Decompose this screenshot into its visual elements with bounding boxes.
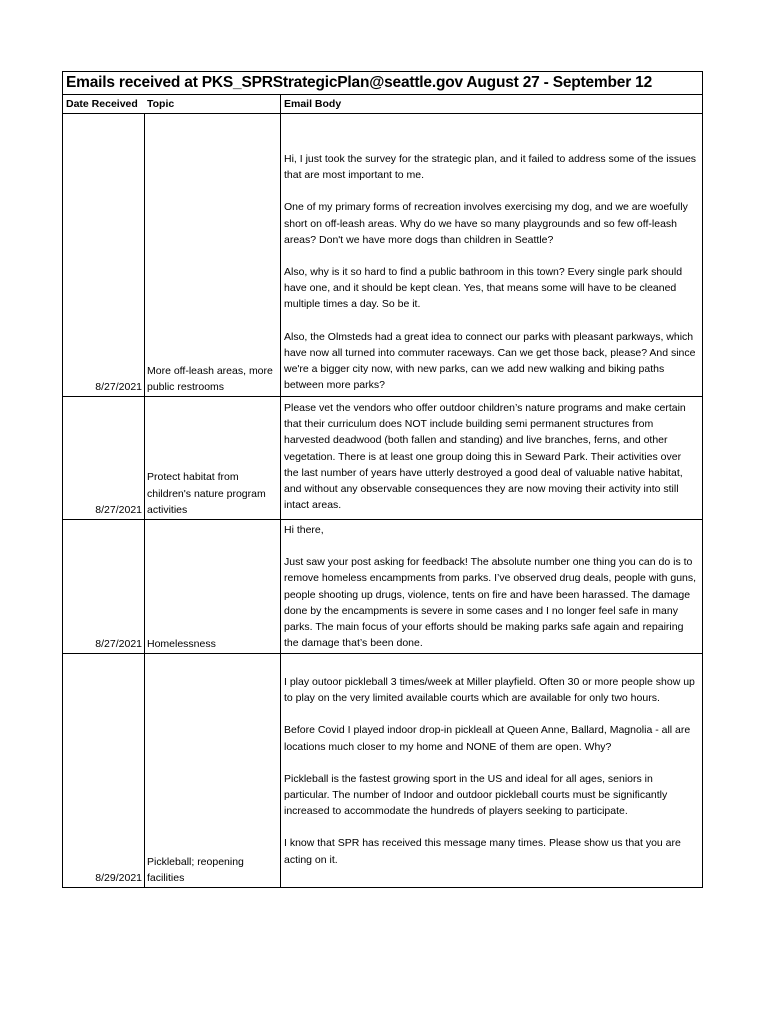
topic-value: Homelessness (147, 637, 216, 650)
email-paragraph: I know that SPR has received this message many times. Please show us that you are acting on it. (284, 837, 681, 866)
table-row (63, 114, 702, 397)
table-row (63, 520, 702, 654)
topic-cell (145, 654, 281, 887)
date-value: 8/27/2021 (95, 637, 142, 650)
email-paragraph: Hi there, (284, 524, 324, 536)
email-body-cell (281, 520, 702, 653)
email-paragraph: Before Covid I played indoor drop-in pickleall at Queen Anne, Ballard, Magnolia - all are locations much closer to my home and NONE of them are open. Why? (284, 724, 691, 753)
date-cell (63, 654, 145, 887)
date-value: 8/27/2021 (95, 380, 142, 393)
date-cell (63, 397, 145, 519)
email-paragraph: Also, why is it so hard to find a public bathroom in this town? Every single park should have one, and it should be kept clean. Yes, that means some will have to be cleaned multiple times a day. So be it. (284, 266, 683, 311)
date-cell (63, 114, 145, 396)
email-table (62, 71, 703, 888)
email-paragraph: Pickleball is the fastest growing sport in the US and ideal for all ages, seniors in particular. The number of Indoor and outdoor pickleball courts must be significantly increased to accommodate the hundreds of players seeking to participate. (284, 772, 668, 818)
email-paragraph: One of my primary forms of recreation involves exercising my dog, and we are woefully short on off-leash areas. Why do we have so many playgrounds and so few off-leash areas? Don't we have more dogs than children in Seattle? (284, 201, 688, 246)
date-cell (63, 520, 145, 653)
header-topic: Topic (145, 95, 281, 113)
date-value: 8/29/2021 (95, 871, 142, 884)
email-paragraph: I play outoor pickleball 3 times/week at Miller playfield. Often 30 or more people show up to play on the very limited available courts which are available for only two hours. (284, 676, 695, 705)
table-header (63, 95, 702, 114)
header-date-received: Date Received (66, 98, 138, 110)
email-body-cell (281, 654, 702, 887)
topic-value: Pickleball; reopening facilities (147, 855, 244, 884)
topic-value: More off-leash areas, more public restrooms (147, 364, 273, 393)
email-body-cell (281, 114, 702, 396)
page-title: Emails received at PKS_SPRStrategicPlan@seattle.gov August 27 - September 12 (63, 72, 702, 95)
table-row (63, 397, 702, 520)
topic-cell (145, 397, 281, 519)
table-row (63, 654, 702, 887)
topic-cell (145, 114, 281, 396)
topic-cell (145, 520, 281, 653)
email-body-cell (281, 397, 702, 519)
date-value: 8/27/2021 (95, 503, 142, 516)
topic-value: Protect habitat from children's nature program activities (147, 471, 266, 516)
email-paragraph: Just saw your post asking for feedback! The absolute number one thing you can do is to remove homeless encampments from parks. I’ve observed drug deals, people with guns, people shooting up drugs, violence, tents on fire and have been harassed. The damage done by the encampments is severe in some cases and I no longer feel safe in many parks. The main focus of your efforts should be making parks safe again and repairing the damage that’s been done. (284, 556, 697, 650)
email-paragraph: Also, the Olmsteds had a great idea to connect our parks with pleasant parkways, which have now all turned into commuter raceways. Can we get those back, please? And since we're a bigger city now, with new parks, can we add new walking and biking paths between more parks? (284, 330, 696, 392)
email-paragraph: Please vet the vendors who offer outdoor children’s nature programs and make certain that their curriculum does NOT include building semi permanent structures from harvested deadwood (both fallen and standing) and live branches, ferns, and other vegetation. There is at least one group doing this in Seward Park. Their activities over the last number of years have utterly destroyed a good deal of valuable native habitat, and without any observable consequences they are now moving their activity into still intact areas. (284, 402, 686, 512)
email-paragraph: Hi, I just took the survey for the strategic plan, and it failed to address some of the issues that are most important to me. (284, 153, 697, 182)
header-email-body: Email Body (284, 98, 342, 110)
